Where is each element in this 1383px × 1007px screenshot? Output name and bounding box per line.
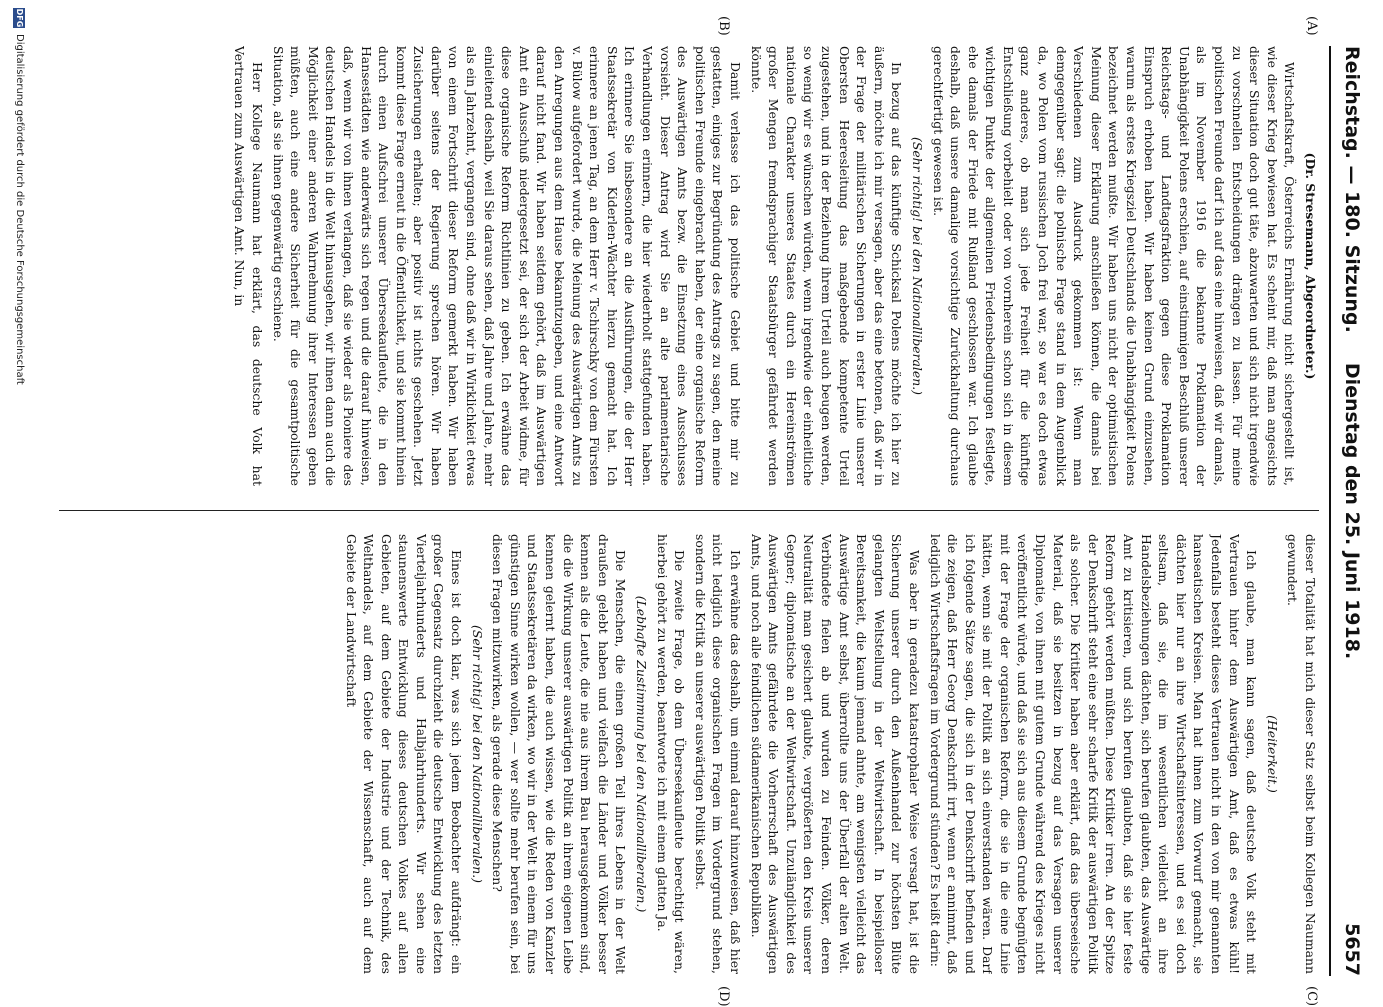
interjection-note: (Sehr richtig! bei den Nationalliberalen.) [909,137,925,395]
header-date: Dienstag den 25. Juni 1918. [1341,362,1363,660]
funding-credit: Digitalisierung gefördert durch die Deutsche Forschungsgemeinschaft [14,34,25,385]
paragraph: Die Menschen, die einen großen Teil ihres Lebens in der Welt draußen gelebt haben und vielfach die Länder und Völker besser kennen als die Leute, die nie aus ihrem Bau herausgekommen sind, die die Wirkung unserer auswärtigen Politik an ihrem eigenen Leibe kennen gelernt haben, die auch wissen, wie die Reden von Kanzler und Staatssekretären da wirken, wo wir in der Welt in einem für uns günstigen Sinne wirken wollen, — wer sollte mehr berufen sein, bei diesen Fragen mitzuwirken, als gerade diese Menschen? [490,534,629,974]
paragraph: Eines ist doch klar, was sich jedem Beobachter aufdrängt: ein großer Gegensatz durchzieht die deutsche Entwicklung des letzten Vierteljahrhunderts und Halbjahrhunderts. Wir sehen eine staunenswerte Entwicklung dieses deutschen Volkes auf allen Gebieten, auf dem Gebiete der Industrie und der Technik, des Welthandels, auf dem Gebiete der Wissenschaft, auch auf dem Gebiete der Landwirtschaft [343,534,465,974]
paragraph: Wirtschaftskraft, Österreichs Ernährung nicht sichergestellt ist, wie dieser Krieg bewiesen hat. Es scheint mir, daß man angesichts dieser Situation doch gut täte, abzuwarten und sich nicht irgendwie zu vorschnellen Entscheidungen drängen zu lassen. Für meine politischen Freunde darf ich auf das eine hinweisen, daß wir damals, als im November 1916 die bekannte Proklamation der Unabhängigkeit Polens erschien, auf einstimmigen Beschluß unserer Reichstags- und Landtagsfraktion gegen diese Proklamation Einspruch erhoben haben. Wir haben keinen Grund einzusehen, warum als erstes Kriegsziel Deutschlands die Unabhängigkeit Polens bezeichnet werden mußte. Wir haben uns nicht der optimistischen Meinung dieser Erklärung anschließen können, die damals bei Verschiedenen zum Ausdruck gekommen ist: Wenn man demgegenüber sagt: die polnische Frage stand in dem Augenblick da, wo Polen vom russischen Joch frei war, so war es doch etwas ganz anderes, ob man sich jede Freiheit für die künftige Entschließung vorbehielt oder von vornherein schon sich in diesem wichtigen Punkte der allgemeinen Friedensbedingungen festlegte, ehe damals der Friede mit Rußland geschlossen war. Ich glaube deshalb, daß unsere damalige vorsichtige Zurückhaltung durchaus gerechtfertigt gewesen ist. [930,46,1298,486]
paragraph: Damit verlasse ich das politische Gebiet und bitte mir zu gestatten, einiges zur Begründung des Antrags zu sagen, den meine politischen Freunde eingebracht haben, der eine organische Reform des Auswärtigen Amts bezw. die Einsetzung eines Ausschusses vorsieht. Dieser Antrag wird Sie an alte parlamentarische Verhandlungen erinnern, die hier wiederholt stattgefunden haben. Ich erinnere Sie insbesondere an die Ausführungen, die der Herr Staatssekretär von Kiderlen-Wächter hierzu gemacht hat. Ich erinnere an jenen Tag, an dem Herr v. Tschirschky von dem Fürsten v. Bülow aufgefordert wurde, die Meinung des Auswärtigen Amts zu den Anregungen aus dem Hause bekanntzugeben, und eine Antwort darauf nicht fand. Wir haben seitdem gehört, daß im Auswärtigen Amt ein Ausschuß niedergesetzt sei, der sich der Arbeit widme, für diese organische Reform Richtlinien zu geben. Ich erwähne das einleitend deshalb, weil Sie daraus sehen, daß Jahre und Jahre, mehr als ein Jahrzehnt, vergangen sind, ohne daß wir in Wirklichkeit etwas von einem Fortschritt dieser Reform gemerkt haben. Wir haben darüber seitens der Regierung sprechen hören. Wir haben Zusicherungen erhalten; aber positiv ist nichts geschehen. Jetzt kommt diese Frage erneut in die Öffentlichkeit, und sie kommt hinein durch einen Aufschrei unserer Überseekaufleute, die in den Hansestädten wie anderwärts sich regen und die darauf hinweisen, daß, wenn wir von ihnen verlangen, daß sie wieder als Pioniere des deutschen Handels in die Welt hinausgehen, wir ihnen dann auch die Möglichkeit einer anderen Wahrnehmung ihrer Interessen geben müßten, auch eine andere Sicherheit für die gesamtpolitische Situation, als sie ihnen gegenwärtig erschiene. [270,46,743,486]
interjection-note: (Sehr richtig! bei den Nationalliberalen.) [469,625,485,883]
text-column-right [59,534,1319,974]
digitization-footer [7,0,27,1000]
paragraph: Die zweite Frage, ob dem Überseekaufleute berechtigt wären, hierbei gehört zu werden, beantworte ich mit einem glatten Ja. [654,534,688,974]
paragraph: Was aber in geradezu katastrophaler Weise versagt hat, ist die Sicherung unserer durch den Außenhandel zur höchsten Blüte gelangten Weltstellung in der Weltwirtschaft. In beispielloser Bereitsamkeit, die kaum jemand ahnte, am wenigsten vielleicht das Auswärtige Amt selbst, überrollte uns der Überfall der alten Welt. Verbündete fielen ab und wurden zu Feinden. Völker, deren Neutralität man gesichert glaubte, vergrößerten den Kreis unserer Gegner; diplomatische an der Weltwirtschaft. Unzulänglichkeit des Auswärtigen Amts gefährdete die Vorherrschaft des Auswärtigen Amts, und noch alle feindlichen südamerikanischen Republiken. [748,534,922,974]
text-column-left [59,46,1319,486]
speaker-line: (Dr. Stresemann, Abgeordneter.) [1303,152,1318,380]
paragraph: Ich erwähne das deshalb, um einmal darauf hinzuweisen, daß hier nicht lediglich diese organischen Fragen im Vordergrund stehen, sondern die Kritik an unserer auswärtigen Politik selbst. [692,534,743,974]
page-number: 5657 [1341,923,1363,976]
interjection-note: (Lebhafte Zustimmung bei den Nationalliberalen.) [634,595,650,913]
header-session: Reichstag. — 180. Sitzung. [1341,46,1363,333]
column-divider [59,510,1319,511]
interjection-note: (Heiterkeit.) [1264,715,1280,793]
page-content [31,16,1371,1007]
paragraph: Herr Kollege Naumann hat erklärt, das deutsche Volk hat Vertrauen zum Auswärtigen Amt. Nun, in [232,46,265,486]
margin-mark-d: (D) [716,986,731,1007]
margin-mark-b: (B) [716,16,731,36]
paragraph: dieser Totalität hat mich dieser Satz selbst beim Kollegen Naumann gewundert. [1285,534,1318,974]
margin-mark-a: (A) [1304,16,1319,36]
margin-mark-c: (C) [1304,986,1319,1007]
page-header [1329,46,1371,976]
dfg-logo: DFG [15,8,24,28]
paragraph: In bezug auf das künftige Schicksal Polens möchte ich hier zu äußern, möchte ich mir versagen, aber das eine betonen, daß wir in der Frage der militärischen Sicherungen in erster Linie unserer Obersten Heeresleitung das maßgebende kompetente Urteil zugestehen, und in der Beziehung ihrem Urteil auch beugen werden, so wenig wir es wünschen würden, wenn irgendwie der einheitliche nationale Charakter unseres Staates durch ein Hereinströmen großer Mengen fremdsprachiger Staatsbürger gefährdet werden könnte. [748,46,905,486]
paragraph: Ich glaube, man kann sagen, daß deutsche Volk steht mit Vertrauen hinter dem Auswärtigen Amt, daß es etwas kühl! Jedenfalls besteht dieses Vertrauen nicht in den von mir genannten hanseatischen Kreisen. Man hat ihnen zum Vorwurf gemacht, sie dächten hier nur an ihre Wirtschaftsinteressen, und es sei doch seltsam, daß sie, die im wesentlichen vielleicht an ihre Handelsbeziehungen dächten, sich berufen glaubten, das Auswärtige Amt zu kritisieren, und sich berufen glaubten, daß sie hier feste Reform gehört werden müßten. Diese Kritiker irren. An der Spitze der Denkschrift steht eine sehr scharfe Kritik der auswärtigen Politik als solcher. Die Kritiker haben aber erklärt, daß das überseeische Material, daß sie besitzen in bezug auf das Versagen unserer Diplomatie, von ihnen mit gutem Grunde während des Krieges nicht veröffentlicht würde, und daß sie sich aus diesem Grunde begnügten mit der Frage der organischen Reform, die sie in die eine Linie hätten, wenn sie mit der Politik an sich einverstanden wären. Darf ich folgende Sätze sagen, die sich in der Denkschrift befinden und die zeigen, daß Herr Georg Denkschrift irrt, wenn er annimmt, daß lediglich Wirtschaftsfragen im Vordergrund stünden? Es heißt darin: [927,534,1260,974]
